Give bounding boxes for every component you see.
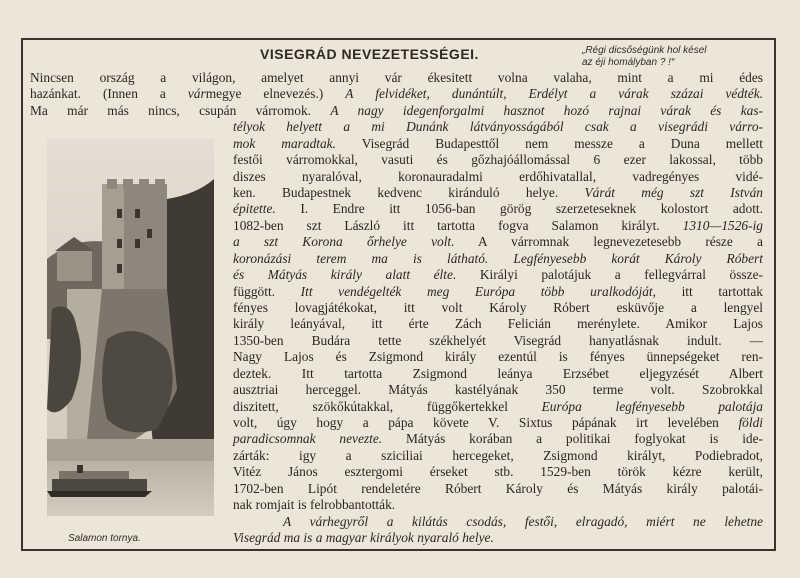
text-line: koronázási terem ma is látható. Legfényesebb korát Károly Róbert xyxy=(233,250,763,266)
text-span: diszitett, szökőkútakkal, függőkertekkel xyxy=(233,398,542,414)
text-span: Itt vendégelték meg Európa több uralkodóját, xyxy=(300,283,656,299)
text-line: Vitéz János esztergomi érseket stb. 1529-ben török kézre került, xyxy=(233,464,763,480)
text-span: ken. Budapestnek kedvenc kiránduló helye. xyxy=(233,185,585,200)
tower-photo xyxy=(47,139,214,516)
text-line: festői várromokkal, vasuti és gőzhajóállomással 6 ezer lakossal, több xyxy=(233,152,763,168)
motto-line: az éji homályban ? !“ xyxy=(582,57,675,68)
text-span: megye elnevezés.) xyxy=(205,86,346,102)
text-line xyxy=(30,103,763,119)
text-span: Királyi palotájuk a fellegvárral össze- xyxy=(456,267,763,283)
text-span: a szt Korona őrhelye volt. xyxy=(233,234,455,250)
text-span: A várromnak legnevezetesebb része a xyxy=(454,234,763,250)
text-span: mok maradtak. xyxy=(233,135,336,151)
text-line: fényes lovagjátékokat, itt volt Károly Róbert esküvője a lengyel xyxy=(233,300,763,315)
photo-caption: Salamon tornya. xyxy=(68,533,141,544)
text-line: zárták: igy a sziciliai hercegeket, Zsigmond királyt, Podiebradot, xyxy=(233,447,763,463)
motto xyxy=(582,45,762,69)
text-span: földi xyxy=(738,415,763,430)
text-line xyxy=(233,267,763,283)
text-span: épitette. xyxy=(233,201,276,217)
text-line xyxy=(233,201,763,217)
text-span: 1310—1526-ig xyxy=(682,217,763,233)
text-line: A várhegyről a kilátás csodás, festői, elragadó, miért ne lehetne xyxy=(283,513,763,529)
text-line xyxy=(233,185,763,201)
text-span: Ma már más nincs, csupán várromok. xyxy=(30,102,331,118)
text-span: 1082-ben szt László itt tartotta fogva Salamon királyt. xyxy=(233,217,683,233)
text-span: vár xyxy=(187,86,206,102)
text-line xyxy=(233,234,763,250)
text-span: A felvidéket, dunántúlt, Erdélyt a várak százai védték. xyxy=(345,86,763,102)
text-span: itt tartottak xyxy=(655,283,763,299)
text-line: nak romjait is felrobbantották. xyxy=(233,497,396,513)
text-line xyxy=(233,218,763,234)
text-line: király leányával, itt érte Zách Felicián merénylete. Amikor Lajos xyxy=(233,316,763,332)
text-line xyxy=(233,136,763,152)
text-line: 1702-ben Lipót rendeletére Róbert Károly és Mátyás király palotái- xyxy=(233,480,763,496)
text-line: Nagy Lajos és Zsigmond király ezentúl is fényes ünnepségeket ren- xyxy=(233,349,763,365)
text-span: Európa legfényesebb palotája xyxy=(541,398,763,414)
page-title: VISEGRÁD NEVEZETESSÉGEI. xyxy=(260,46,479,62)
text-line: Nincsen ország a világon, amelyet annyi vár ékesitett volna valaha, mint a mi édes xyxy=(30,70,763,85)
text-line: Visegrád ma is a magyar királyok nyaraló helye. xyxy=(233,530,494,545)
text-span: és Mátyás király alatt élte. xyxy=(233,267,457,283)
text-line: diszes nyaralóval, koronauradalmi erdőhivatallal, vadregényes vidé- xyxy=(233,168,763,184)
text-line: deztek. Itt tartotta Zsigmond leánya Erzsébet eljegyzését Albert xyxy=(233,365,763,381)
text-span: Visegrád Budapesttől nem messze a Duna mellett xyxy=(335,135,763,151)
text-span: volt, úgy hogy a pápa követe V. Sixtus pápának irt levelében xyxy=(233,415,739,430)
salamon-tower-image xyxy=(47,139,214,516)
text-span: Mátyás korában a politikai foglyokat is ide- xyxy=(382,431,764,447)
motto-line: „Régi dicsőségünk hol késel xyxy=(582,45,707,56)
text-line: 1350-ben Budára tette székhelyét Visegrád hanyatlásnak indult. — xyxy=(233,332,763,348)
text-line xyxy=(233,415,763,431)
text-line xyxy=(233,399,763,415)
text-line xyxy=(233,284,763,300)
text-line xyxy=(30,86,763,102)
text-span: A nagy idegenforgalmi hasznot hozó rajnai várak és kas- xyxy=(330,102,764,118)
text-span: I. Endre itt 1056-ban görög szerzeteseknek kolostort adott. xyxy=(275,201,763,217)
text-span: paradicsomnak nevezte. xyxy=(233,431,383,447)
text-line xyxy=(233,431,763,447)
text-line: ausztriai herceggel. Mátyás kastélyának 350 terme volt. Szobrokkal xyxy=(233,382,763,398)
text-span: függött. xyxy=(233,283,301,299)
text-span: hazánkat. (Innen a xyxy=(30,86,188,102)
text-span: Várát még szt István xyxy=(584,185,763,200)
text-line: télyok helyett a mi Dunánk látványosságából csak a visegrádi várro- xyxy=(233,119,763,135)
